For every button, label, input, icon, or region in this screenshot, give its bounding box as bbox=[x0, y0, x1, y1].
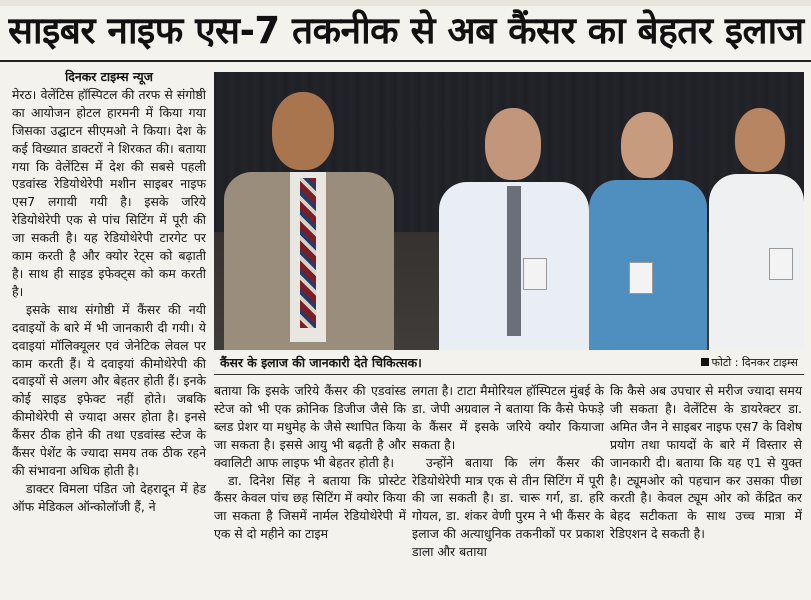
article-column-1 bbox=[12, 68, 206, 516]
photo-credit-text: फोटो : दिनकर टाइम्स bbox=[711, 356, 798, 369]
paragraph: बताया कि इसके जरिये कैंसर की एडवांस्ड स्टेज को भी एक क्रोनिक डिजीज जैसे कि ब्लड प्रेशर या मधुमेह के जैसे स्थापित किया जा सकता है। इससे आयु भी बढ़ती है और क्वालिटी आफ लाइफ भी बेहतर होती है। bbox=[214, 383, 406, 470]
photo-person bbox=[439, 108, 589, 350]
photo-credit bbox=[701, 355, 798, 371]
byline: दिनकर टाइम्स न्यूज bbox=[65, 69, 153, 84]
paragraph: मेरठ। वेलेंटिस हॉस्पिटल की तरफ से संगोष्ठी का आयोजन होटल हारमनी में किया गया जिसका उद्घाटन सीएमओ ने किया। देश के कई विख्यात डाक्टरों ने शिरकत की। बताया गया कि वेलेंटिस में देश की सबसे पहली एडवांस्ड रेडियोथेरेपी मशीन साइबर नाइफ एस7 लगायी गयी है। इसके जरिये रेडियोथेरेपी एक से पांच सिटिंग में पूरी की जा सकती है। यह रेडियोथेरेपी टारगेट पर काम करती है और क्योर रेट्स को बढ़ाती है। साथ ही साइड इफेक्ट्स को कम करती है। bbox=[12, 86, 206, 299]
paragraph: लगता है। टाटा मैमोरियल हॉस्पिटल मुंबई के डा. जेपी अग्रवाल ने बताया कि कैसे फेफड़े के कैंसर में इसके जरिये क्योर कियाजा सकता है। bbox=[412, 383, 604, 452]
photo-caption: कैंसर के इलाज की जानकारी देते चिकित्सक। bbox=[220, 355, 422, 370]
paragraph: कि कैसे अब उपचार से मरीज ज्यादा समय जी सकता है। वेलेंटिस के डायरेक्टर डा. अमित जैन ने साइबर नाइफ एस7 के विशेष प्रयोग तथा फायदों के बारे में विस्तार से जानकारी दी। बताया कि यह ए1 से युक्त है। ट्यूमओर को पहचान कर उसका पीछा करती है। केवल ट्यूम ओर को केंद्रित कर बेहद सटीकता के साथ उच्च मात्रा में रेडिएशन दे सकती है। bbox=[610, 383, 802, 542]
photo-caption-bar bbox=[214, 352, 804, 375]
paragraph: उन्होंने बताया कि लंग कैंसर की रेडियोथेरेपी मात्र एक से तीन सिटिंग में पूरी की जा सकती है। डा. चारू गर्ग, डा. हरि गोयल, डा. शंकर वेणी पुरम ने भी कैंसर के इलाज की अत्याधुनिक तकनीकों पर प्रकाश डाला और बताया bbox=[412, 454, 604, 560]
article-column-3 bbox=[412, 382, 604, 561]
square-bullet-icon bbox=[701, 358, 709, 366]
photo-person bbox=[224, 92, 394, 350]
headline: साइबर नाइफ एस-7 तकनीक से अब कैंसर का बेहतर इलाज bbox=[8, 9, 804, 52]
photo-person bbox=[709, 108, 804, 350]
article-column-4 bbox=[610, 382, 802, 543]
photo-person bbox=[589, 112, 707, 350]
article-column-2 bbox=[214, 382, 406, 543]
paragraph: इसके साथ संगोष्ठी में कैंसर की नयी दवाइयों के बारे में भी जानकारी दी गयी। ये दवाइयां मॉलिक्यूलर एवं जेनेटिक लेवल पर काम करती हैं। ये दवाइयां कीमोथेरेपी की दवाइयों से अलग और बेहतर होती हैं। इनके कोई साइड इफेक्ट नहीं होते। जबकि कीमोथेरेपी से ज्यादा असर होता है। इनसे कैंसर ठीक होने की तथा एडवांस्ड स्टेज के कैंसर पेशेंट के ज्यादा समय तक ठीक रहने की संभावना अधिक होती है। bbox=[12, 301, 206, 478]
news-photo bbox=[214, 72, 804, 350]
paragraph: डा. दिनेश सिंह ने बताया कि प्रोस्टेट कैंसर केवल पांच छह सिटिंग में क्योर किया जा सकता है जिसमें नार्मल रेडियोथेरेपी में एक से दो महीने का टाइम bbox=[214, 472, 406, 542]
page-top-edge bbox=[0, 0, 811, 6]
paragraph: डाक्टर विमला पंडित जो देहरादून में हेड ऑफ मेडिकल ऑन्कोलॉजी हैं, ने bbox=[12, 480, 206, 514]
headline-rule bbox=[0, 60, 811, 62]
